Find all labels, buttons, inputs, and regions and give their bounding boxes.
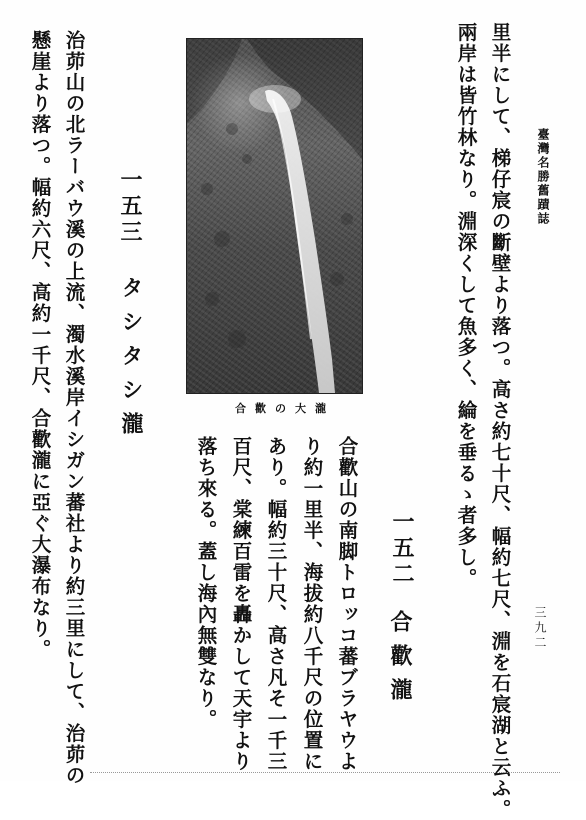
text-column-1: 里半にして、梯仔宸の斷壁より落つ。高さ約七十尺、幅約七尺、淵を石宸湖と云ふ。 [488,22,512,820]
waterfall-illustration [187,39,362,393]
text-column-9: 懸崖より落つ。幅約六尺、高約一千尺、合歡瀧に亞ぐ大瀑布なり。 [28,30,52,660]
text-column-6: 百尺、棠練百雷を轟かして天宇より [229,436,253,772]
text-column-8: 治茆山の北ラーバウ溪の上流、濁水溪岸イシガン蕃社より約三里にして、治茆の [62,30,86,786]
text-column-7: 落ち來る。蓋し海內無雙なり。 [194,436,218,730]
photo-caption: 合歡の大瀧 [235,402,335,415]
text-column-4: り約一里半、海拔約八千尺の位置に [300,436,324,772]
page-number: 三九二 [533,606,547,651]
entry-153-title: タシタシ瀧 [118,276,144,446]
running-head: 臺灣名勝舊蹟誌 [536,128,550,226]
text-column-2: 兩岸は皆竹林なり。淵深くして魚多く、綸を垂るゝ者多し。 [454,22,478,589]
entry-152-number: 一五二 [389,510,415,588]
entry-153-number: 一五三 [117,168,143,246]
bottom-rule [90,772,560,773]
text-column-3: 合歡山の南脚トロッコ蕃ブラヤウよ [335,436,359,772]
entry-152-title: 合歡瀧 [387,610,413,712]
text-column-5: あり。幅約三十尺、高さ凡そ一千三 [264,436,288,772]
waterfall-photo [186,38,363,394]
